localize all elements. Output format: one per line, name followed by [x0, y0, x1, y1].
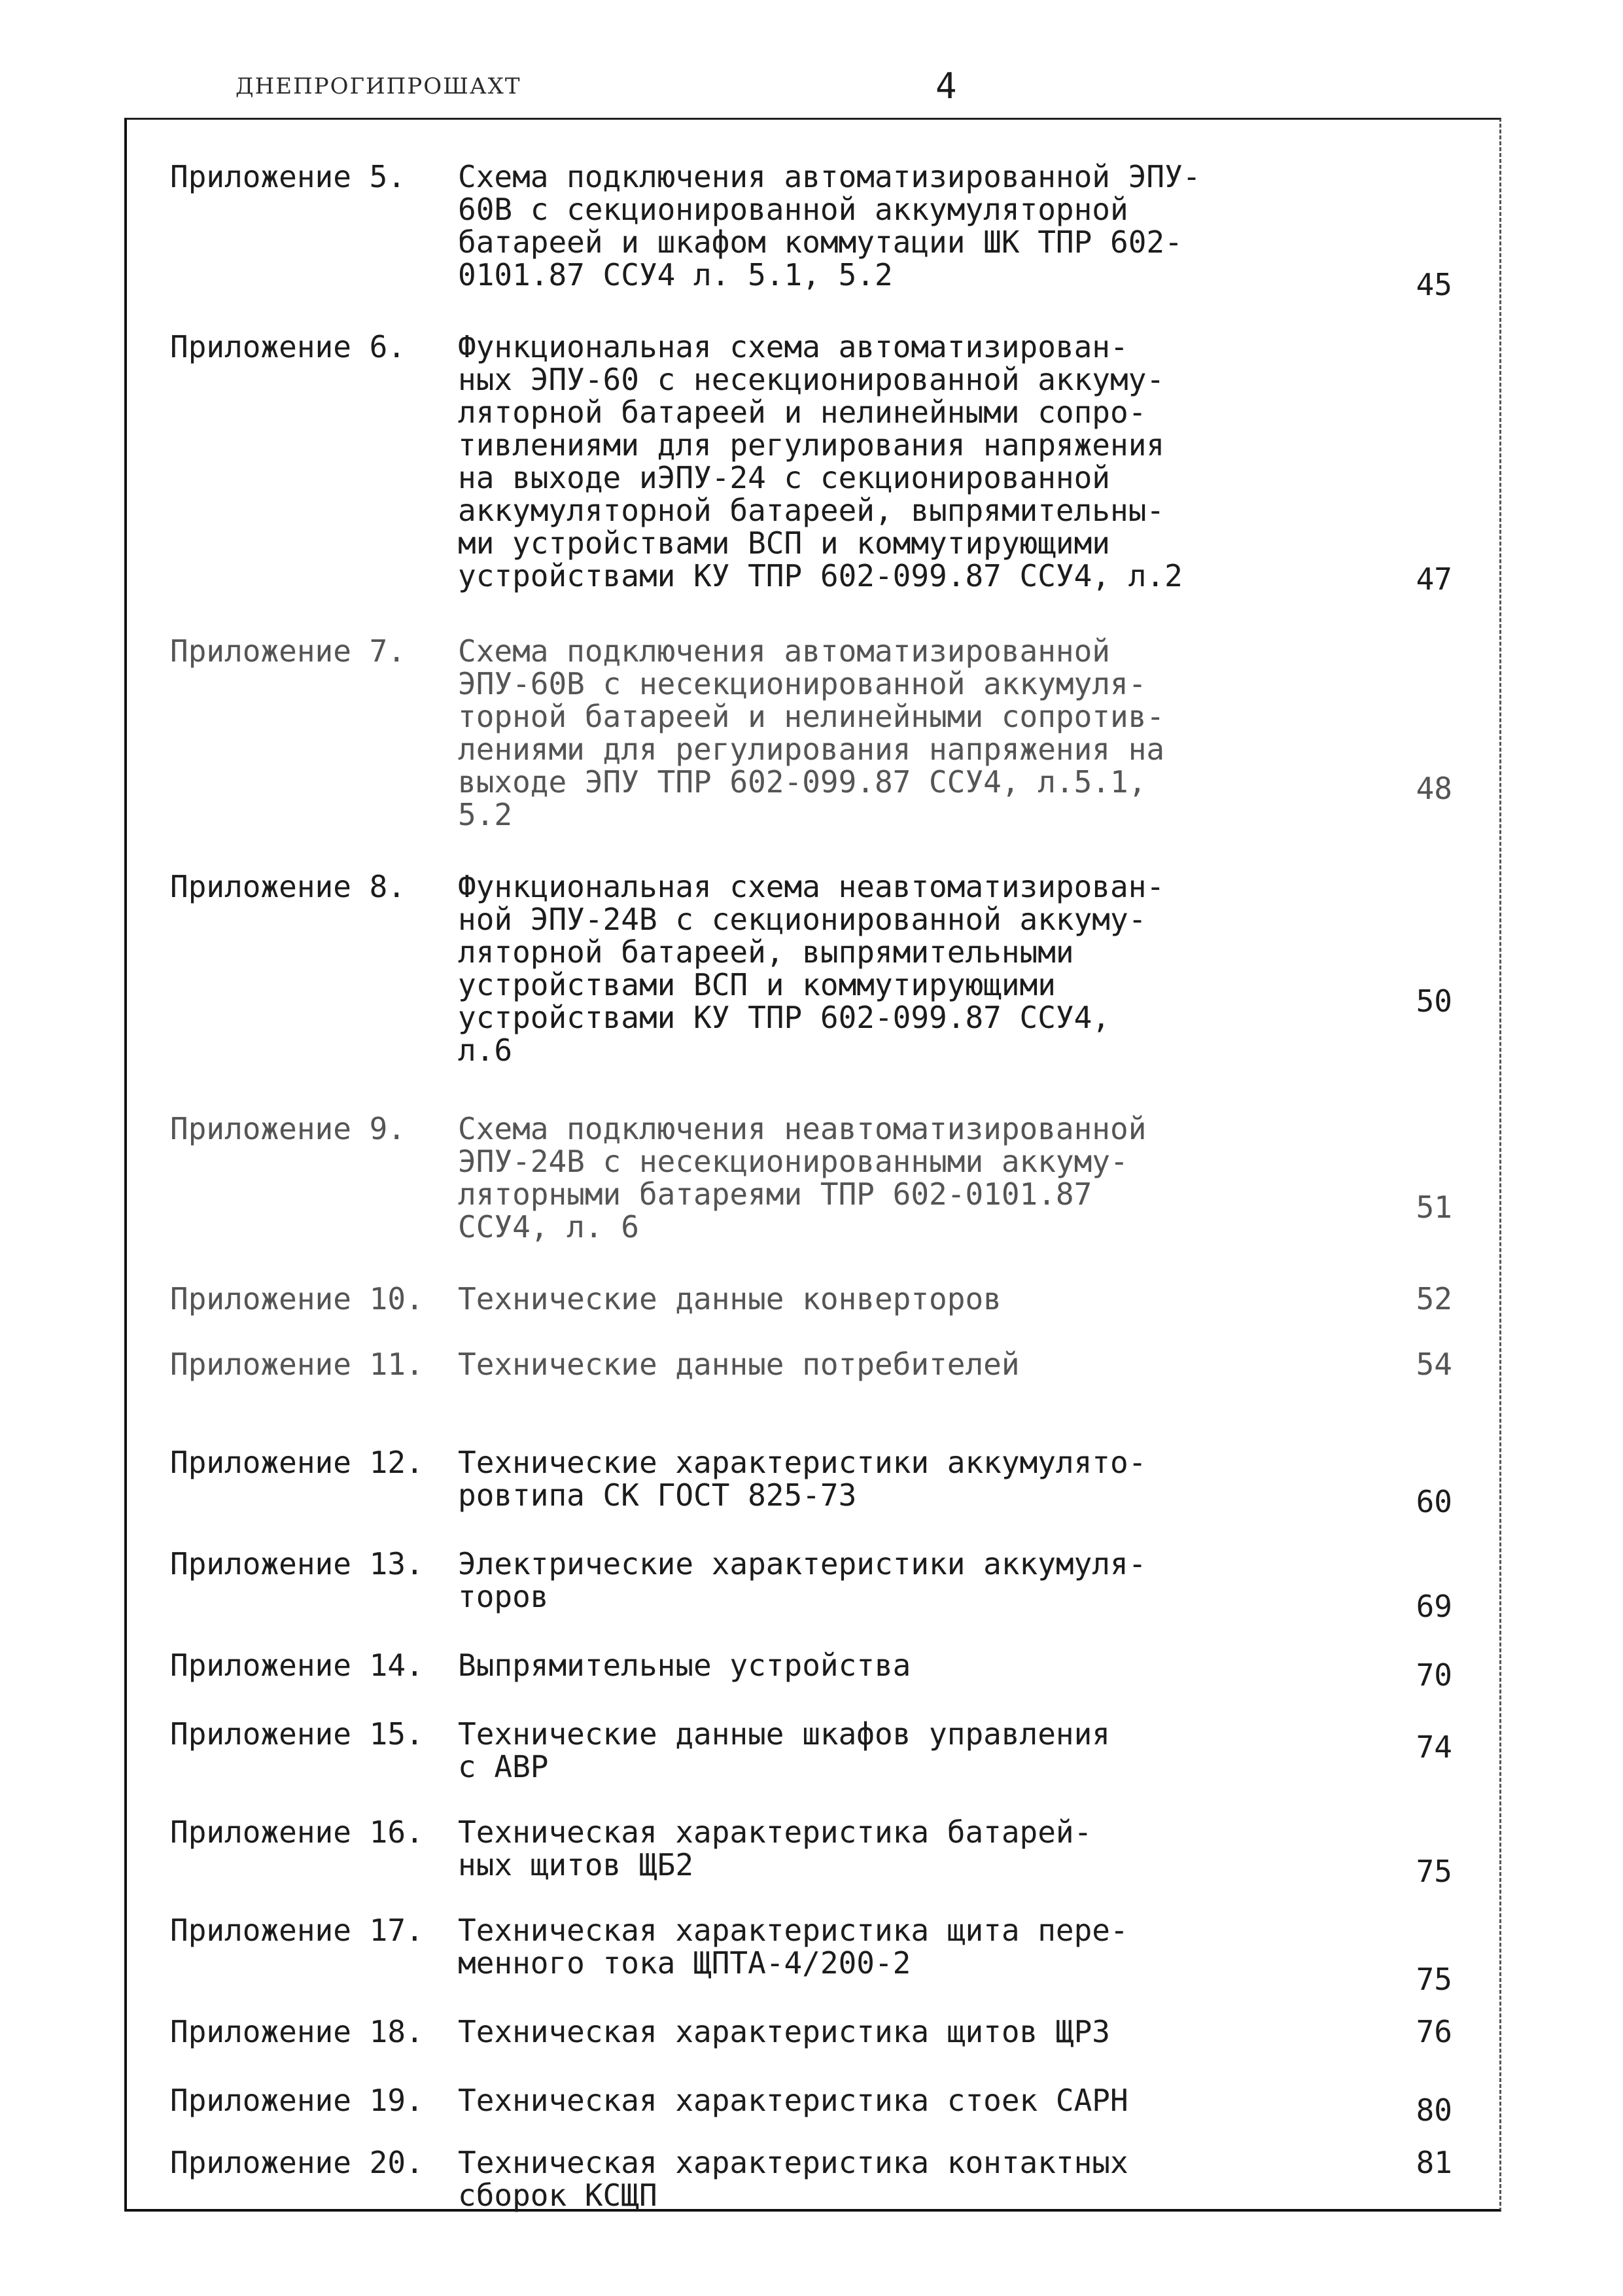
- entry-title: Выпрямительные устройства: [458, 1648, 911, 1683]
- entry-label: Приложение 15.: [170, 1716, 424, 1752]
- entry-label: Приложение 9.: [170, 1111, 406, 1146]
- entry-page: 45: [1416, 267, 1452, 302]
- entry-title: Техническая характеристика батарей- ных щитов ЩБ2: [458, 1814, 1092, 1882]
- entry-page: 76: [1416, 2014, 1452, 2049]
- entry-title: Техническая характеристика щита пере- менного тока ЩПТА-4/200-2: [458, 1913, 1128, 1981]
- entry-title: Технические данные конверторов: [458, 1281, 1002, 1316]
- entry-label: Приложение 7.: [170, 633, 406, 669]
- entry-label: Приложение 14.: [170, 1648, 424, 1683]
- entry-title: Схема подключения неавтоматизированной ЭПУ-24В с несекционированными аккуму- ляторными батареями ТПР 602-0101.87 ССУ4, л. 6: [458, 1111, 1147, 1245]
- entry-label: Приложение 16.: [170, 1814, 424, 1850]
- entry-page: 48: [1416, 771, 1452, 806]
- entry-page: 75: [1416, 1854, 1452, 1889]
- entry-label: Приложение 17.: [170, 1913, 424, 1948]
- entry-label: Приложение 11.: [170, 1347, 424, 1382]
- entry-title: Электрические характеристики аккумуля- торов: [458, 1546, 1147, 1614]
- entry-label: Приложение 8.: [170, 869, 406, 904]
- entry-label: Приложение 20.: [170, 2145, 424, 2180]
- entry-title: Техническая характеристика контактных сборок КСЩП: [458, 2145, 1128, 2213]
- entry-page: 47: [1416, 561, 1452, 597]
- entry-page: 81: [1416, 2145, 1452, 2180]
- entry-title: Техническая характеристика щитов ЩРЗ: [458, 2014, 1110, 2049]
- entry-label: Приложение 5.: [170, 159, 406, 194]
- entry-page: 70: [1416, 1657, 1452, 1693]
- organization-name: ДНЕПРОГИПРОШАХТ: [236, 73, 521, 99]
- entry-title: Технические данные шкафов управления с АВР: [458, 1716, 1110, 1784]
- entry-page: 74: [1416, 1729, 1452, 1765]
- entry-page: 52: [1416, 1281, 1452, 1316]
- entry-page: 80: [1416, 2093, 1452, 2128]
- entry-title: Схема подключения автоматизированной ЭПУ-60В с несекционированной аккумуля- торной батареей и нелинейными сопротив- лениями для регулирования напряжения на выходе ЭПУ ТПР 602-099.87 ССУ4, л.5.1, 5.2: [458, 633, 1165, 832]
- entry-title: Технические характеристики аккумулято- ровтипа СК ГОСТ 825-73: [458, 1445, 1147, 1513]
- entry-title: Функциональная схема неавтоматизирован- ной ЭПУ-24В с секционированной аккуму- ляторной батареей, выпрямительными устройствами ВСП и коммутирующими устройствами КУ ТПР 602-099.87 ССУ4, л.6: [458, 869, 1165, 1068]
- entry-page: 51: [1416, 1190, 1452, 1225]
- entry-page: 69: [1416, 1589, 1452, 1624]
- entry-label: Приложение 6.: [170, 329, 406, 364]
- entry-label: Приложение 12.: [170, 1445, 424, 1480]
- entry-page: 75: [1416, 1962, 1452, 1997]
- entry-label: Приложение 10.: [170, 1281, 424, 1316]
- entry-title: Техническая характеристика стоек САРН: [458, 2083, 1128, 2118]
- entry-label: Приложение 19.: [170, 2083, 424, 2118]
- page-number: 4: [935, 65, 957, 107]
- entry-label: Приложение 13.: [170, 1546, 424, 1581]
- entry-label: Приложение 18.: [170, 2014, 424, 2049]
- entry-page: 60: [1416, 1484, 1452, 1519]
- entry-page: 54: [1416, 1347, 1452, 1382]
- entry-title: Функциональная схема автоматизирован- ных ЭПУ-60 с несекционированной аккуму- ляторной батареей и нелинейными сопро- тивлениями для регулирования напряжения на выходе иЭПУ-24 с секционированной аккумуляторной батареей, выпрямительны- ми устройствами ВСП и коммутирующими устройствами КУ ТПР 602-099.87 ССУ4, л.2: [458, 329, 1183, 593]
- entry-title: Схема подключения автоматизированной ЭПУ- 60В с секционированной аккумуляторной батареей и шкафом коммутации ШК ТПР 602- 0101.87 ССУ4 л. 5.1, 5.2: [458, 159, 1201, 292]
- entry-page: 50: [1416, 983, 1452, 1019]
- entry-title: Технические данные потребителей: [458, 1347, 1020, 1382]
